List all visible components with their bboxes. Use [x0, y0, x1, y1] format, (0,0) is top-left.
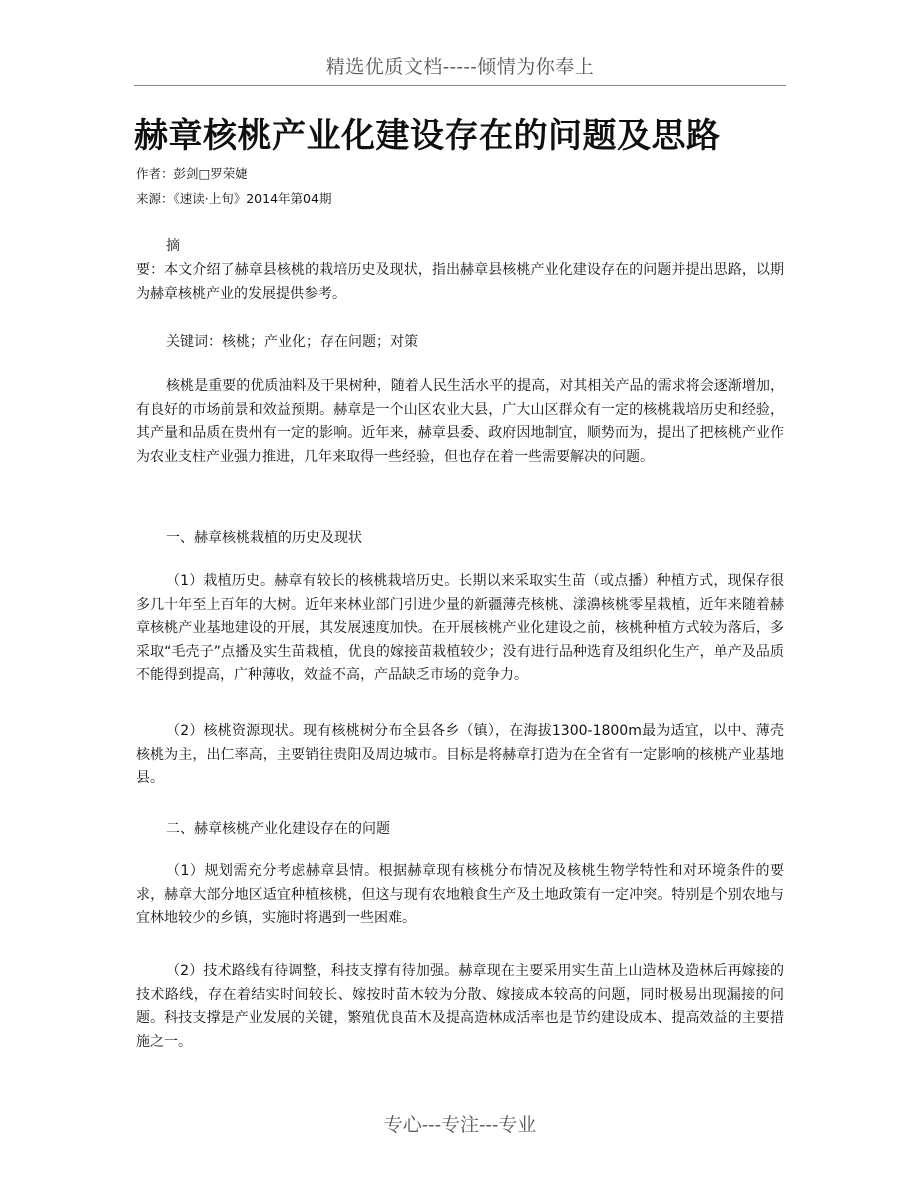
section-2-paragraph-2-block — [136, 960, 784, 1054]
abstract-block — [136, 259, 784, 306]
body-paragraph: （1）规划需充分考虑赫章县情。根据赫章现有核桃分布情况及核桃生物学特性和对环境条件的要求，赫章大部分地区适宜种植核桃，但这与现有农地粮食生产及土地政策有一定冲突。特别是个别农地与宜林地较少的乡镇，实施时将遇到一些困难。 — [136, 863, 784, 926]
keywords-block — [136, 331, 784, 355]
section-1-paragraph-2-block — [136, 720, 784, 791]
article-author: 作者：彭剑□罗荣婕 — [136, 166, 248, 181]
section-1-heading-block — [136, 527, 784, 551]
section-2-heading-block — [136, 818, 784, 842]
section-2-paragraph-1-block — [136, 860, 784, 931]
abstract-text: 要：本文介绍了赫章县核桃的栽培历史及现状，指出赫章县核桃产业化建设存在的问题并提出思路，以期为赫章核桃产业的发展提供参考。 — [136, 262, 784, 302]
article-source: 来源：《速读·上旬》2014年第04期 — [136, 191, 332, 206]
section-1-paragraph-1-block — [136, 570, 784, 688]
body-paragraph: （2）技术路线有待调整，科技支撑有待加强。赫章现在主要采用实生苗上山造林及造林后再嫁接的技术路线，存在着结实时间较长、嫁按时苗木较为分散、嫁接成本较高的问题，同时极易出现漏接的问题。科技支撑是产业发展的关键，繁殖优良苗木及提高造林成活率也是节约建设成本、提高效益的主要措施之一。 — [136, 963, 784, 1050]
header-divider — [134, 85, 786, 86]
page-footer: 专心---专注---专业 — [383, 1114, 537, 1136]
intro-paragraph: 核桃是重要的优质油料及干果树种，随着人民生活水平的提高，对其相关产品的需求将会逐渐增加，有良好的市场前景和效益预期。赫章是一个山区农业大县，广大山区群众有一定的核桃栽培历史和经验，其产量和品质在贵州有一定的影响。近年来，赫章县委、政府因地制宜，顺势而为，提出了把核桃产业作为农业支柱产业强力推进，几年来取得一些经验，但也存在着一些需要解决的问题。 — [136, 378, 784, 465]
article-title: 赫章核桃产业化建设存在的问题及思路 — [134, 116, 721, 156]
abstract-label: 摘 — [166, 238, 180, 254]
section-heading: 二、赫章核桃产业化建设存在的问题 — [166, 821, 390, 837]
page-header: 精选优质文档-----倾情为你奉上 — [325, 56, 595, 78]
section-heading: 一、赫章核桃栽植的历史及现状 — [166, 530, 362, 546]
keywords-text: 关键词：核桃；产业化；存在问题；对策 — [166, 334, 418, 350]
intro-block — [136, 375, 784, 469]
body-paragraph: （1）栽植历史。赫章有较长的核桃栽培历史。长期以来采取实生苗（或点播）种植方式，现保存很多几十年至上百年的大树。近年来林业部门引进少量的新疆薄壳核桃、漾濞核桃零星栽植，近年来随着赫章核桃产业基地建设的开展，其发展速度加快。在开展核桃产业化建设之前，核桃种植方式较为落后，多采取“毛壳子”点播及实生苗栽植，优良的嫁接苗栽植较少；没有进行品种选育及组织化生产，单产及品质不能得到提高，广种薄收，效益不高，产品缺乏市场的竞争力。 — [136, 573, 784, 683]
body-paragraph: （2）核桃资源现状。现有核桃树分布全县各乡（镇），在海拔1300-1800m最为适宜，以中、薄壳核桃为主，出仁率高，主要销往贵阳及周边城市。目标是将赫章打造为在全省有一定影响的核桃产业基地县。 — [136, 723, 784, 786]
